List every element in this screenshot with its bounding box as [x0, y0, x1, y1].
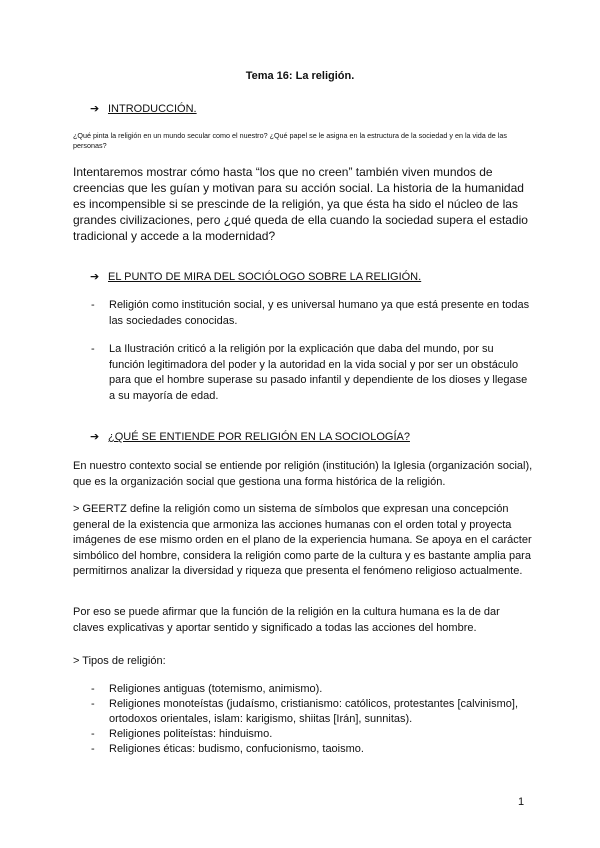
list-item-text: La Ilustración criticó a la religión por la explicación que daba del mundo, por su función legitimadora del poder y la autoridad en la vida social y por ser un obstáculo para que el hombre superase su pasado infantil y dependiente de los dioses y llegase a su mayoría de edad. — [109, 343, 528, 402]
list-item — [91, 727, 531, 742]
intro-paragraph: Intentaremos mostrar cómo hasta “los que no creen” también viven mundos de creencias que les guían y motivan para su acción social. La historia de la humanidad es incompensible si se prescinde de la religión, ya que ésta ha sido el núcleo de las grandes civilizaciones, pero ¿qué queda de ella cuando la sociedad supera el estadio tradicional y accede a la modernidad? — [73, 165, 528, 243]
list-dash: - — [91, 728, 95, 740]
list-dash: - — [91, 683, 95, 695]
types-label: > Tipos de religión: — [73, 655, 166, 667]
intro-heading-text: INTRODUCCIÓN. — [108, 103, 197, 115]
list-dash: - — [91, 743, 95, 755]
intro-question: ¿Qué pinta la religión en un mundo secular como el nuestro? ¿Qué papel se le asigna en la estructura de la sociedad y en la vida de las personas? — [73, 131, 507, 150]
list-dash: - — [91, 299, 95, 311]
list-item-text: Religiones antiguas (totemismo, animismo). — [109, 683, 323, 695]
definition-paragraph-1: En nuestro contexto social se entiende por religión (institución) la Iglesia (organización social), que es la organización social que gestiona una forma histórica de la religión. — [73, 460, 533, 488]
list-item — [91, 342, 531, 404]
arrow-icon: ➔ — [90, 431, 100, 443]
definition-paragraph-3: Por eso se puede afirmar que la función de la religión en la cultura humana es la de dar claves explicativas y aportar sentido y significado a todas las acciones del hombre. — [73, 606, 500, 634]
list-item — [91, 682, 531, 697]
arrow-icon: ➔ — [90, 103, 100, 115]
religion-types-list — [91, 682, 531, 757]
section-heading-intro — [90, 102, 197, 115]
list-item-text: Religión como institución social, y es universal humano ya que está presente en todas las sociedades conocidas. — [109, 299, 530, 327]
list-item-text: Religiones éticas: budismo, confucionismo, taoismo. — [109, 743, 364, 755]
list-item-text: Religiones politeístas: hinduismo. — [109, 728, 273, 740]
section-heading-definition — [90, 430, 410, 443]
definition-paragraph-2: > GEERTZ define la religión como un sistema de símbolos que expresan una concepción general de la existencia que armoniza las acciones humanas con el orden total y proyecta imágenes de ese mismo orden en el plano de la experiencia humana. Se apoya en el carácter simbólico del hombre, considera la religión como parte de la cultura y es bastante amplia para permitirnos analizar la diversidad y riqueza que presenta el fenómeno religioso actualmente. — [73, 503, 532, 577]
definition-heading-text: ¿QUÉ SE ENTIENDE POR RELIGIÓN EN LA SOCIOLOGÍA? — [108, 431, 410, 443]
list-item-text: Religiones monoteístas (judaísmo, cristianismo: católicos, protestantes [calvinismo], ortodoxos orientales, islam: karigismo, shiitas [Irán], sunnitas). — [109, 698, 519, 725]
page-number: 1 — [518, 796, 525, 808]
list-item — [91, 298, 531, 329]
list-item — [91, 742, 531, 757]
page-title: Tema 16: La religión. — [245, 70, 355, 82]
arrow-icon: ➔ — [90, 271, 100, 283]
list-dash: - — [91, 343, 95, 355]
list-item — [91, 697, 531, 727]
sociologist-heading-text: EL PUNTO DE MIRA DEL SOCIÓLOGO SOBRE LA RELIGIÓN. — [108, 271, 422, 283]
section-heading-sociologist — [90, 270, 421, 283]
list-dash: - — [91, 698, 95, 710]
